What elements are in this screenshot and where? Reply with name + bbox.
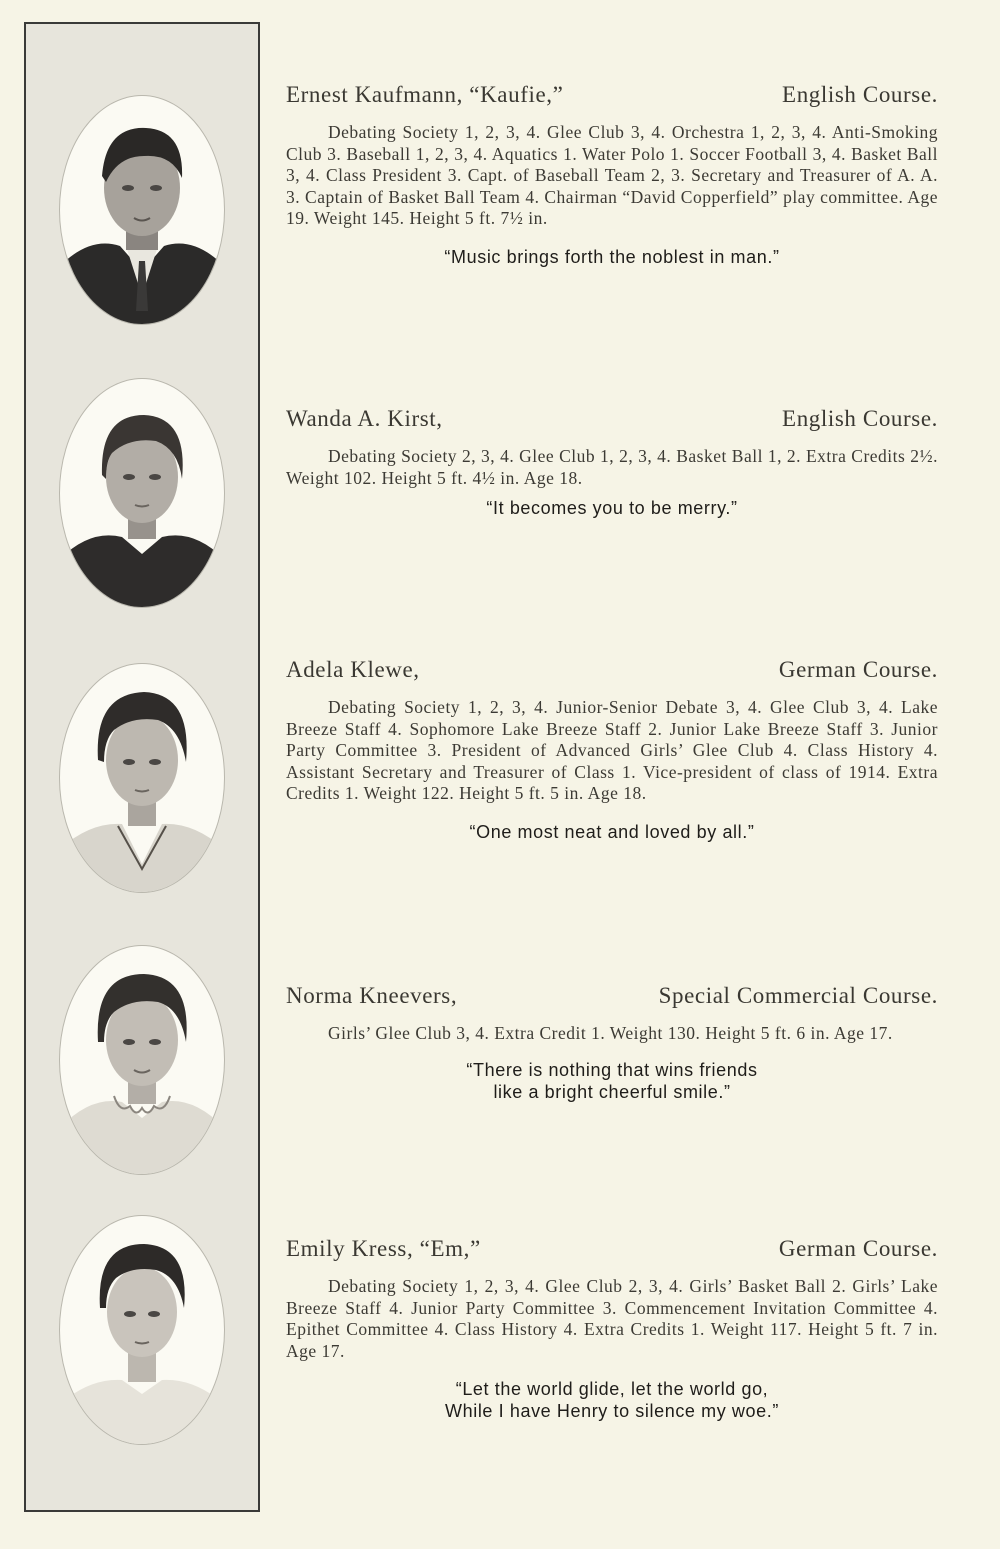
student-entry <box>286 983 938 1103</box>
quote-line: “Let the world glide, let the world go, <box>455 1379 769 1399</box>
course-name: English Course. <box>782 406 938 431</box>
entry-header <box>286 1236 938 1262</box>
entry-header <box>286 657 938 683</box>
quote-line: “It becomes you to be merry.” <box>486 498 738 518</box>
student-quote <box>286 821 938 843</box>
student-activities: Debating Society 1, 2, 3, 4. Glee Club 3, 4. Orchestra 1, 2, 3, 4. Anti-Smoking Club 3. Baseball 1, 2, 3, 4. Aquatics 1. Water Polo 1. Soccer Football 3, 4. Basket Ball 3, 4. Class President 3. Capt. of Baseball Team 2, 3. Secretary and Treasurer of A. A. 3. Captain of Basket Ball Team 4. Chairman “David Copperfield” play committee. Age 19. Weight 145. Height 5 ft. 7½ in. <box>286 122 938 228</box>
student-name: Wanda A. Kirst, <box>286 406 443 431</box>
course-name: German Course. <box>778 657 938 682</box>
quote-line: While I have Henry to silence my woe.” <box>445 1401 779 1421</box>
student-entry <box>286 1236 938 1422</box>
student-name: Emily Kress, “Em,” <box>286 1236 481 1261</box>
entry-header <box>286 983 938 1009</box>
portrait-photo-kaufmann <box>60 96 224 324</box>
student-quote <box>286 497 938 519</box>
portrait-photo-kneevers <box>60 946 224 1174</box>
portrait-photo-kress <box>60 1216 224 1444</box>
student-entry <box>286 657 938 843</box>
student-entry <box>286 406 938 519</box>
student-name: Norma Kneevers, <box>286 983 458 1008</box>
portrait-photo-kirst <box>60 379 224 607</box>
student-quote <box>286 1378 938 1422</box>
student-activities: Debating Society 2, 3, 4. Glee Club 1, 2, 3, 4. Basket Ball 1, 2. Extra Credits 2½. Weight 102. Height 5 ft. 4½ in. Age 18. <box>286 446 938 488</box>
entry-header <box>286 406 938 432</box>
student-name: Adela Klewe, <box>286 657 420 682</box>
student-quote <box>286 1059 938 1103</box>
student-activities: Girls’ Glee Club 3, 4. Extra Credit 1. Weight 130. Height 5 ft. 6 in. Age 17. <box>328 1023 893 1043</box>
student-name: Ernest Kaufmann, “Kaufie,” <box>286 82 564 107</box>
quote-line: “There is nothing that wins friends <box>466 1059 758 1080</box>
portrait-strip <box>24 22 260 1512</box>
student-entry <box>286 82 938 268</box>
student-activities: Debating Society 1, 2, 3, 4. Glee Club 2, 3, 4. Girls’ Basket Ball 2. Girls’ Lake Breeze Staff 4. Junior Party Committee 3. Commencement Invitation Committee 4. Epithet Committee 4. Class History 4. Extra Credits 1. Weight 117. Height 5 ft. 7 in. Age 17. <box>286 1276 938 1361</box>
quote-line: “Music brings forth the noblest in man.” <box>444 246 780 267</box>
quote-line: “One most neat and loved by all.” <box>469 821 755 842</box>
course-name: English Course. <box>782 82 938 107</box>
entry-header <box>286 82 938 108</box>
quote-line: like a bright cheerful smile.” <box>493 1081 731 1102</box>
student-quote <box>286 246 938 268</box>
student-activities: Debating Society 1, 2, 3, 4. Junior-Senior Debate 3, 4. Glee Club 3, 4. Lake Breeze Staff 4. Sophomore Lake Breeze Staff 2. Junior Lake Breeze Staff 3. Junior Party Committee 3. President of Advanced Girls’ Glee Club 4. Class History 4. Assistant Secretary and Treasurer of Class 1. Vice-president of class of 1914. Extra Credits 1. Weight 122. Height 5 ft. 5 in. Age 18. <box>286 697 938 803</box>
portrait-photo-klewe <box>60 664 224 892</box>
course-name: Special Commercial Course. <box>658 983 938 1008</box>
course-name: German Course. <box>778 1236 938 1261</box>
